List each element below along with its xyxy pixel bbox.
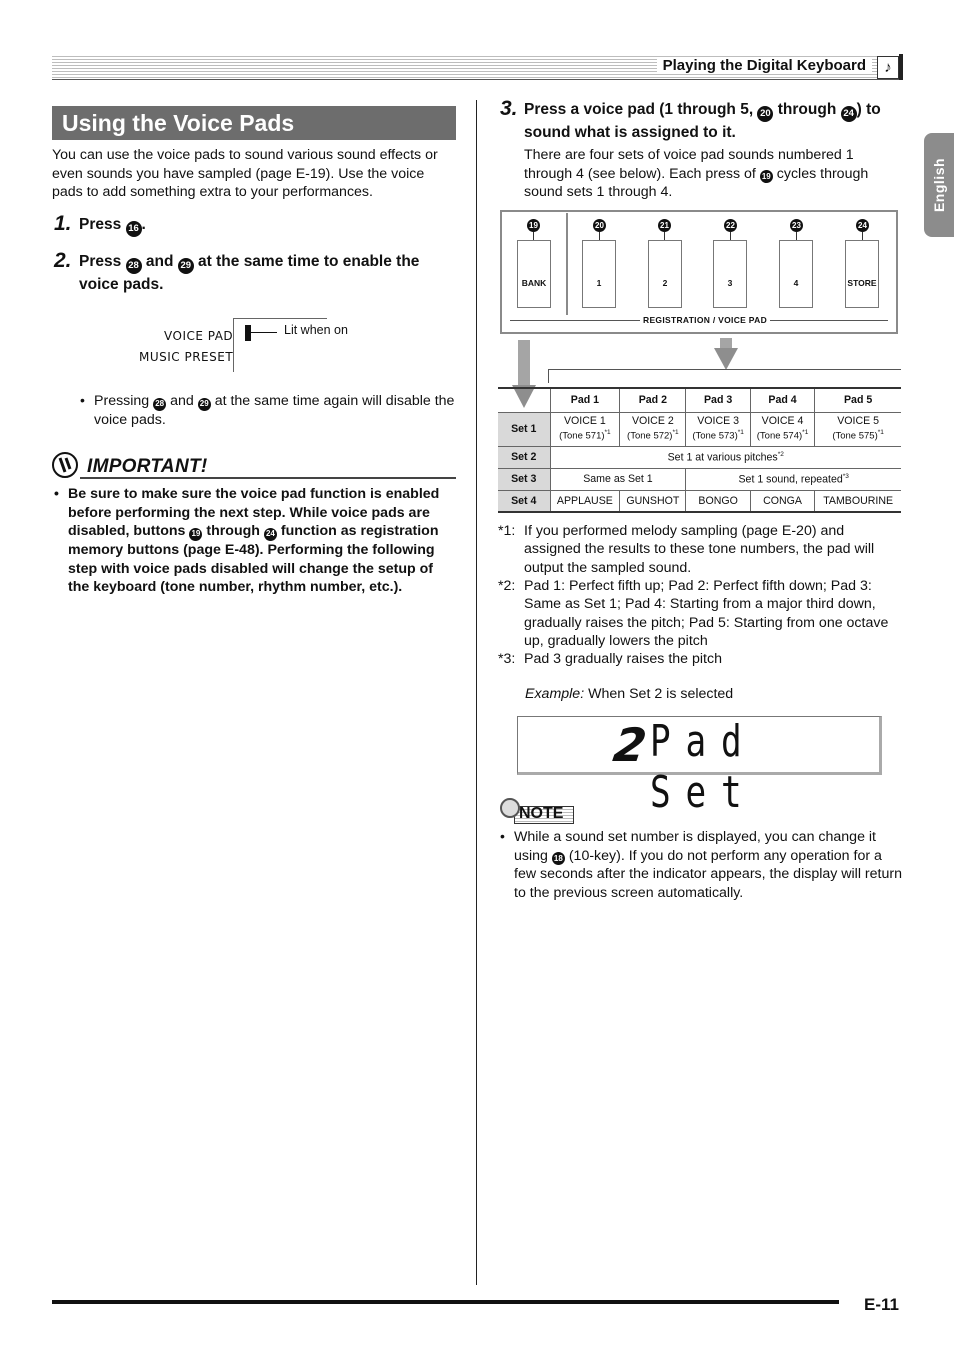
- tone-number: (Tone 574): [756, 430, 803, 442]
- set-4-pad-4: CONGA: [750, 490, 814, 512]
- footer-rule: [52, 1300, 839, 1304]
- indicator-music-preset-label: MUSIC PRESET: [139, 350, 234, 364]
- intro-text: You can use the voice pads to sound various sound effects or even sounds you have sampled (page E-19). Use the voice pads to add something extra to your performances.: [52, 147, 438, 201]
- step-3-body: [524, 146, 902, 202]
- pad-diagram-caption: REGISTRATION / VOICE PAD: [640, 315, 770, 325]
- button-18-icon: 18: [552, 852, 565, 865]
- set-1-pad-1: [550, 412, 620, 446]
- bank-arrow-shaft: [518, 340, 530, 385]
- footnote-1-key: *1:: [498, 523, 516, 539]
- pads-arrow-down-icon: [714, 348, 738, 370]
- header-end-bar: [899, 54, 903, 80]
- header-pad-5: Pad 5: [815, 388, 901, 412]
- disable-and: and: [170, 393, 194, 409]
- important-icon: [52, 452, 78, 478]
- footnote-1-text: If you performed melody sampling (page E-20) and assigned the results to these tone numbers, the pad will output the sampled sound.: [524, 523, 875, 576]
- note-part2: (10-key). If you do not perform any operation for a few seconds after the indicator appears, the display will return to the previous screen automatically.: [514, 847, 902, 901]
- footnote-3-key: *3:: [498, 651, 516, 667]
- disable-text: [94, 392, 456, 429]
- voice-name: VOICE 5: [837, 415, 880, 428]
- tone-number: (Tone 572): [627, 430, 673, 442]
- footnote-2-key: *2:: [498, 578, 516, 594]
- set-4-pad-1: APPLAUSE: [550, 490, 620, 512]
- header-pad-2: Pad 2: [620, 388, 686, 412]
- language-tab-label: English: [931, 157, 947, 213]
- row-label-set-4: Set 4: [498, 490, 550, 512]
- step-2-press: Press: [79, 253, 122, 270]
- pad-bank: BANK: [517, 240, 551, 308]
- footnote-mark: *3: [842, 472, 849, 480]
- tone-number: (Tone 571): [559, 430, 605, 442]
- pad-2: 2: [648, 240, 682, 308]
- table-row-set-3: [498, 468, 901, 490]
- footnote-mark: *2: [777, 450, 784, 458]
- button-28-icon: 28: [126, 258, 142, 274]
- button-29-icon: 29: [198, 398, 211, 411]
- button-19-icon: 19: [189, 528, 202, 541]
- pad-diagram-divider: [566, 213, 568, 315]
- set-4-pad-2: GUNSHOT: [620, 490, 686, 512]
- header-pad-3: Pad 3: [686, 388, 750, 412]
- table-header-row: [498, 388, 901, 412]
- step-3-body-b: cycles through sound sets 1 through 4.: [524, 165, 869, 201]
- lcd-set-number: 2: [610, 718, 650, 772]
- table-row-set-4: [498, 490, 901, 512]
- voice-name: VOICE 4: [761, 415, 804, 428]
- table-bracket: [548, 369, 901, 383]
- bullet-dot: •: [80, 392, 85, 408]
- button-29-icon: 29: [178, 258, 194, 274]
- step-3-head-b: ) to sound what is assigned to it.: [524, 101, 881, 141]
- pad-4: 4: [779, 240, 813, 308]
- voice-name: VOICE 1: [563, 415, 606, 428]
- footnote-mark: *1: [604, 429, 611, 437]
- footnote-mark: *1: [672, 429, 679, 437]
- tone-number: (Tone 573): [692, 430, 738, 442]
- set-2-text: Set 1 at various pitches: [667, 451, 778, 464]
- step-1-press: Press: [79, 216, 122, 233]
- tone-number: (Tone 575): [832, 430, 878, 442]
- header-pad-1: Pad 1: [550, 388, 620, 412]
- set-2-cell: [550, 446, 901, 468]
- pad-bank-key-icon: 19: [527, 219, 540, 232]
- column-divider: [476, 100, 477, 1285]
- step-1-number: 1.: [54, 212, 72, 235]
- indicator-lit-text: Lit when on: [284, 323, 348, 337]
- row-label-set-1: Set 1: [498, 412, 550, 446]
- pad-1: 1: [582, 240, 616, 308]
- row-label-set-2: Set 2: [498, 446, 550, 468]
- step-1-text: [79, 214, 146, 237]
- button-28-icon: 28: [153, 398, 166, 411]
- magnifier-icon: [500, 798, 520, 818]
- note-text: [514, 828, 902, 903]
- pad-3: 3: [713, 240, 747, 308]
- button-20-icon: 20: [757, 106, 773, 122]
- pad-4-key-icon: 23: [790, 219, 803, 232]
- footnote-mark: *1: [877, 429, 884, 437]
- music-note-icon: ♪: [877, 56, 899, 79]
- disable-pressing: Pressing: [94, 393, 150, 409]
- important-through: through: [206, 523, 260, 540]
- table-row-set-2: [498, 446, 901, 468]
- example-line: [525, 685, 733, 704]
- pad-2-key-icon: 21: [658, 219, 671, 232]
- button-24-icon: 24: [841, 106, 857, 122]
- important-bullet: •: [54, 485, 59, 501]
- section-title: Using the Voice Pads: [52, 106, 456, 140]
- set-3-right-text: Set 1 sound, repeated: [738, 473, 843, 486]
- footnote-2-text: Pad 1: Perfect fifth up; Pad 2: Perfect fifth down; Pad 3: Same as Set 1; Pad 4: Starting from a major third down, gradually raises the pitch; Pad 5: Starting from one octave up, gradually lowers the pitch: [524, 578, 889, 650]
- example-label: Example:: [525, 686, 585, 702]
- table-corner: [498, 388, 550, 412]
- set-4-pad-5: TAMBOURINE: [815, 490, 901, 512]
- set-1-pad-4: [750, 412, 814, 446]
- language-tab: [924, 133, 954, 237]
- step-1-end: .: [141, 216, 146, 233]
- step-2-and: and: [145, 253, 174, 270]
- header-pad-4: Pad 4: [750, 388, 814, 412]
- sound-sets-table: [498, 387, 901, 513]
- step-2-rest: at the same time to enable the voice pads.: [79, 253, 420, 293]
- pad-store: STORE: [845, 240, 879, 308]
- pad-1-key-icon: 20: [593, 219, 606, 232]
- voice-name: VOICE 2: [631, 415, 674, 428]
- indicator-lit-mark: [245, 325, 251, 341]
- set-3-left-cell: Same as Set 1: [550, 468, 686, 490]
- footnote-mark: *1: [802, 429, 809, 437]
- set-1-pad-2: [620, 412, 686, 446]
- header-title: Playing the Digital Keyboard: [657, 57, 872, 74]
- row-label-set-3: Set 3: [498, 468, 550, 490]
- note-bullet: •: [500, 828, 505, 844]
- set-1-pad-5: [815, 412, 901, 446]
- pad-store-key-icon: 24: [856, 219, 869, 232]
- step-3-through: through: [777, 101, 837, 118]
- footnote-mark: *1: [737, 429, 744, 437]
- page-number: E-11: [864, 1295, 899, 1314]
- important-part2: function as registration memory buttons (page E-48). Performing the following step with voice pads disabled will change the setup of the keyboard (tone number, rhythm number, etc.).: [68, 523, 439, 596]
- step-2-number: 2.: [54, 249, 72, 272]
- voice-name: VOICE 3: [697, 415, 740, 428]
- step-3-head-a: Press a voice pad (1 through 5,: [524, 101, 754, 118]
- step-3-number: 3.: [500, 97, 518, 120]
- important-title: IMPORTANT!: [87, 456, 208, 477]
- note-part1: While a sound set number is displayed, you can change it using: [514, 829, 876, 864]
- step-3-heading: [524, 99, 904, 144]
- set-3-right-cell: [686, 468, 901, 490]
- pad-3-key-icon: 22: [724, 219, 737, 232]
- disable-rest: at the same time again will disable the voice pads.: [94, 393, 455, 428]
- indicator-pointer-line: [251, 332, 277, 333]
- note-title: NOTE: [519, 805, 564, 822]
- set-1-pad-3: [686, 412, 750, 446]
- important-text: [68, 485, 458, 597]
- example-text: When Set 2 is selected: [588, 686, 734, 702]
- button-19-icon: 19: [760, 170, 773, 183]
- set-4-pad-3: BONGO: [686, 490, 750, 512]
- important-part1: Be sure to make sure the voice pad function is enabled before performing the next step. While voice pads are disabled, buttons: [68, 486, 440, 540]
- button-16-icon: 16: [126, 221, 142, 237]
- lcd-text: Pad Set: [650, 716, 757, 818]
- step-3-body-a: There are four sets of voice pad sounds numbered 1 through 4 (see below). Each press of: [524, 147, 854, 182]
- table-row-set-1: [498, 412, 901, 446]
- indicator-voice-pad-label: VOICE PAD: [164, 329, 234, 343]
- step-2-text: [79, 251, 457, 296]
- button-24-icon: 24: [264, 528, 277, 541]
- footnote-3-text: Pad 3 gradually raises the pitch: [524, 651, 722, 667]
